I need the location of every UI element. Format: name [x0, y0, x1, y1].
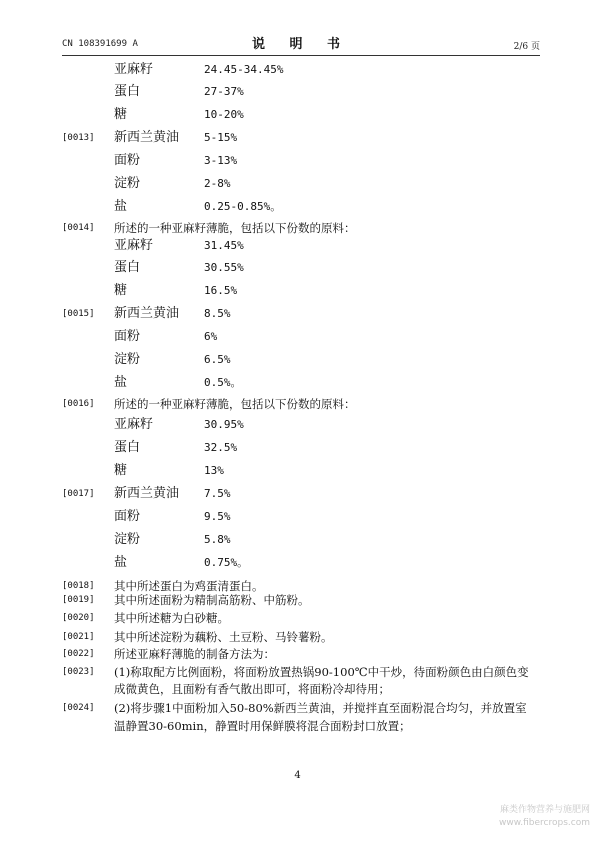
paragraph-text: 所述的一种亚麻籽薄脆，包括以下份数的原料： [114, 221, 356, 235]
ingredient-amount: 32.5% [204, 441, 238, 454]
paragraph-number: [0020] [62, 613, 95, 623]
paragraph-text: 温静置30-60min，静置时用保鲜膜将混合面粉封口放置； [114, 719, 411, 733]
ingredient-name: 糖 [114, 107, 128, 122]
ingredient-amount: 5-15% [204, 131, 238, 144]
header-divider [62, 55, 540, 56]
ingredient-name: 亚麻籽 [114, 417, 154, 432]
ingredient-amount: 9.5% [204, 510, 231, 523]
ingredient-name: 面粉 [114, 329, 141, 344]
ingredient-amount: 13% [204, 464, 224, 477]
watermark-site-name: 麻类作物营养与施肥网 [499, 805, 590, 815]
paragraph-number: [0017] [62, 489, 95, 499]
ingredient-name: 面粉 [114, 509, 141, 524]
ingredient-amount: 0.25-0.85%。 [204, 200, 282, 213]
ingredient-name: 盐 [114, 199, 128, 214]
ingredient-name: 糖 [114, 463, 128, 478]
ingredient-amount: 2-8% [204, 177, 231, 190]
paragraph-number: [0015] [62, 309, 95, 319]
paragraph-text: 成微黄色，且面粉有香气散出即可，将面粉冷却待用； [114, 682, 390, 696]
ingredient-amount: 24.45-34.45% [204, 63, 284, 76]
paragraph-number: [0016] [62, 399, 95, 409]
ingredient-amount: 7.5% [204, 487, 231, 500]
ingredient-name: 蛋白 [114, 260, 141, 275]
ingredient-name: 新西兰黄油 [114, 486, 180, 501]
ingredient-name: 盐 [114, 375, 128, 390]
ingredient-amount: 6% [204, 330, 218, 343]
paragraph-number: [0018] [62, 581, 95, 591]
ingredient-name: 新西兰黄油 [114, 306, 180, 321]
ingredient-amount: 31.45% [204, 239, 244, 252]
paragraph-number: [0022] [62, 649, 95, 659]
ingredient-amount: 3-13% [204, 154, 238, 167]
ingredient-name: 蛋白 [114, 84, 141, 99]
ingredient-amount: 5.8% [204, 533, 231, 546]
paragraph-text: (1)称取配方比例面粉，将面粉放置热锅90-100℃中干炒，待面粉颜色由白颜色变 [114, 665, 529, 679]
page-header [62, 30, 540, 54]
ingredient-amount: 6.5% [204, 353, 231, 366]
ingredient-name: 淀粉 [114, 532, 141, 547]
paragraph-number: [0023] [62, 667, 95, 677]
ingredient-name: 糖 [114, 283, 128, 298]
page-number: 4 [294, 770, 301, 781]
ingredient-name: 新西兰黄油 [114, 130, 180, 145]
ingredient-amount: 30.95% [204, 418, 244, 431]
ingredient-name: 亚麻籽 [114, 238, 154, 253]
ingredient-amount: 10-20% [204, 108, 244, 121]
ingredient-amount: 0.5%。 [204, 376, 242, 389]
ingredient-name: 亚麻籽 [114, 62, 154, 77]
ingredient-name: 淀粉 [114, 352, 141, 367]
ingredient-name: 面粉 [114, 153, 141, 168]
patent-number: CN 108391699 A [62, 39, 138, 49]
paragraph-text: 所述亚麻籽薄脆的制备方法为： [114, 647, 275, 661]
paragraph-text: 其中所述面粉为精制高筋粉、中筋粉。 [114, 593, 310, 607]
document-title: 说 明 书 [251, 37, 351, 52]
watermark-url: www.fibercrops.com [499, 818, 590, 828]
paragraph-number: [0013] [62, 133, 95, 143]
paragraph-text: 所述的一种亚麻籽薄脆，包括以下份数的原料： [114, 397, 356, 411]
paragraph-number: [0014] [62, 223, 95, 233]
ingredient-amount: 16.5% [204, 284, 238, 297]
ingredient-amount: 30.55% [204, 261, 244, 274]
watermark [470, 804, 590, 830]
paragraph-text: 其中所述蛋白为鸡蛋清蛋白。 [114, 579, 264, 593]
ingredient-amount: 0.75%。 [204, 556, 249, 569]
ingredient-name: 盐 [114, 555, 128, 570]
ingredient-name: 淀粉 [114, 176, 141, 191]
paragraph-text: (2)将步骤1中面粉加入50-80%新西兰黄油，并搅拌直至面粉混合均匀，并放置室 [114, 701, 527, 715]
paragraph-text: 其中所述糖为白砂糖。 [114, 611, 229, 625]
ingredient-name: 蛋白 [114, 440, 141, 455]
paragraph-number: [0021] [62, 632, 95, 642]
paragraph-number: [0024] [62, 703, 95, 713]
paragraph-text: 其中所述淀粉为藕粉、土豆粉、马铃薯粉。 [114, 630, 333, 644]
ingredient-amount: 8.5% [204, 307, 231, 320]
paragraph-number: [0019] [62, 595, 95, 605]
page-range: 2/6 页 [513, 42, 540, 52]
ingredient-amount: 27-37% [204, 85, 244, 98]
